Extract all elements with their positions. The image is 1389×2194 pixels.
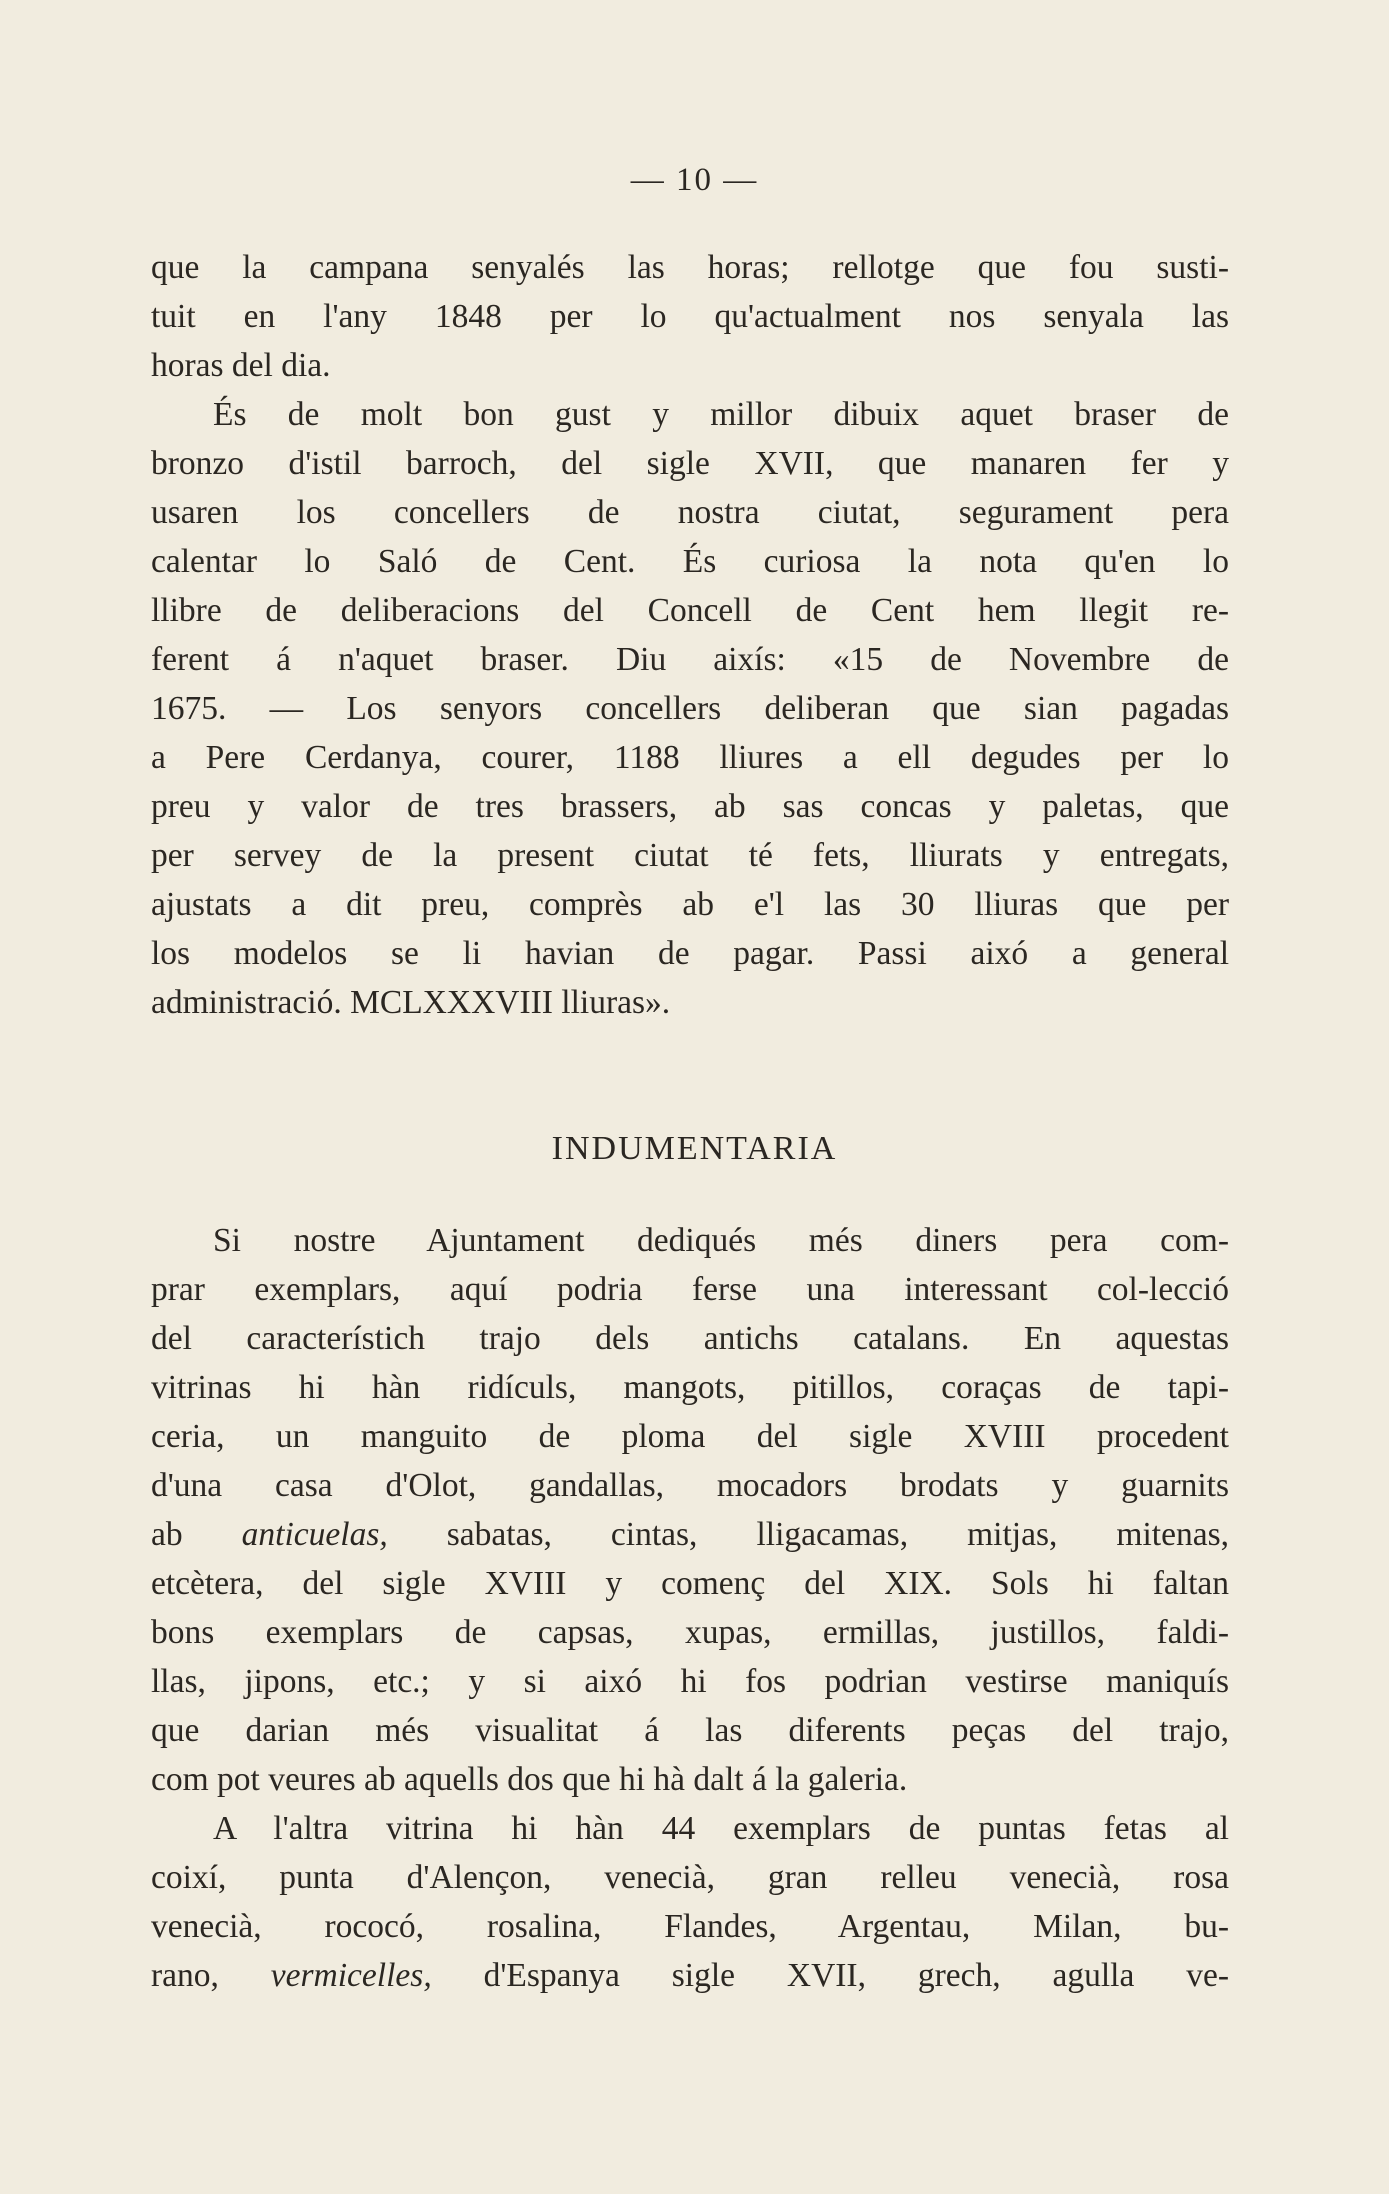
text-line: venecià, rococó, rosalina, Flandes, Argentau, Milan, bu-: [151, 1908, 1229, 1945]
text-line: rano, vermicelles, d'Espanya sigle XVII, grech, agulla ve-: [151, 1957, 1229, 1994]
text-line: Si nostre Ajuntament dediqués més diners pera com-: [213, 1222, 1229, 1259]
section-2-text: [151, 1216, 1229, 2000]
section-heading-wrap: [0, 1130, 1389, 1168]
text-line: que darian més visualitat á las diferents peças del trajo,: [151, 1712, 1229, 1749]
text-line: ab anticuelas, sabatas, cintas, lligacamas, mitjas, mitenas,: [151, 1516, 1229, 1553]
italic-term: anticuelas,: [241, 1516, 388, 1553]
text-line: que la campana senyalés las horas; rellotge que fou susti-: [151, 249, 1229, 286]
text-line: com pot veures ab aquells dos que hi hà dalt á la galeria.: [151, 1761, 908, 1798]
text-line: A l'altra vitrina hi hàn 44 exemplars de puntas fetas al: [213, 1810, 1229, 1847]
text-line: usaren los concellers de nostra ciutat, segurament pera: [151, 494, 1229, 531]
text-line: ceria, un manguito de ploma del sigle XVIII procedent: [151, 1418, 1229, 1455]
text-line: etcètera, del sigle XVIII y començ del XIX. Sols hi faltan: [151, 1565, 1229, 1602]
text-line: vitrinas hi hàn ridículs, mangots, pitillos, coraças de tapi-: [151, 1369, 1229, 1406]
text-line: És de molt bon gust y millor dibuix aquet braser de: [213, 396, 1229, 433]
text-line: ajustats a dit preu, comprès ab e'l las 30 lliuras que per: [151, 886, 1229, 923]
text-line: administració. MCLXXXVIII lliuras».: [151, 984, 671, 1021]
italic-term: vermicelles,: [270, 1957, 432, 1994]
text-line: los modelos se li havian de pagar. Passi aixó a general: [151, 935, 1229, 972]
text-line: per servey de la present ciutat té fets, lliurats y entregats,: [151, 837, 1229, 874]
text-line: llibre de deliberacions del Concell de Cent hem llegit re-: [151, 592, 1229, 629]
text-line: del característich trajo dels antichs catalans. En aquestas: [151, 1320, 1229, 1357]
text-line: prar exemplars, aquí podria ferse una interessant col-lecció: [151, 1271, 1229, 1308]
text-line: llas, jipons, etc.; y si aixó hi fos podrian vestirse maniquís: [151, 1663, 1229, 1700]
text-line: preu y valor de tres brassers, ab sas concas y paletas, que: [151, 788, 1229, 825]
text-line: horas del dia.: [151, 347, 331, 384]
text-line: 1675. — Los senyors concellers deliberan que sian pagadas: [151, 690, 1229, 727]
text-line: coixí, punta d'Alençon, venecià, gran relleu venecià, rosa: [151, 1859, 1229, 1896]
section-1-text: [151, 243, 1229, 1027]
text-line: calentar lo Saló de Cent. És curiosa la nota qu'en lo: [151, 543, 1229, 580]
text-line: tuit en l'any 1848 per lo qu'actualment nos senyala las: [151, 298, 1229, 335]
text-line: ferent á n'aquet braser. Diu aixís: «15 de Novembre de: [151, 641, 1229, 678]
page-number: — 10 —: [630, 162, 759, 198]
text-line: a Pere Cerdanya, courer, 1188 lliures a ell degudes per lo: [151, 739, 1229, 776]
text-line: bons exemplars de capsas, xupas, ermillas, justillos, faldi-: [151, 1614, 1229, 1651]
section-heading: INDUMENTARIA: [551, 1130, 838, 1167]
text-line: d'una casa d'Olot, gandallas, mocadors brodats y guarnits: [151, 1467, 1229, 1504]
text-line: bronzo d'istil barroch, del sigle XVII, que manaren fer y: [151, 445, 1229, 482]
